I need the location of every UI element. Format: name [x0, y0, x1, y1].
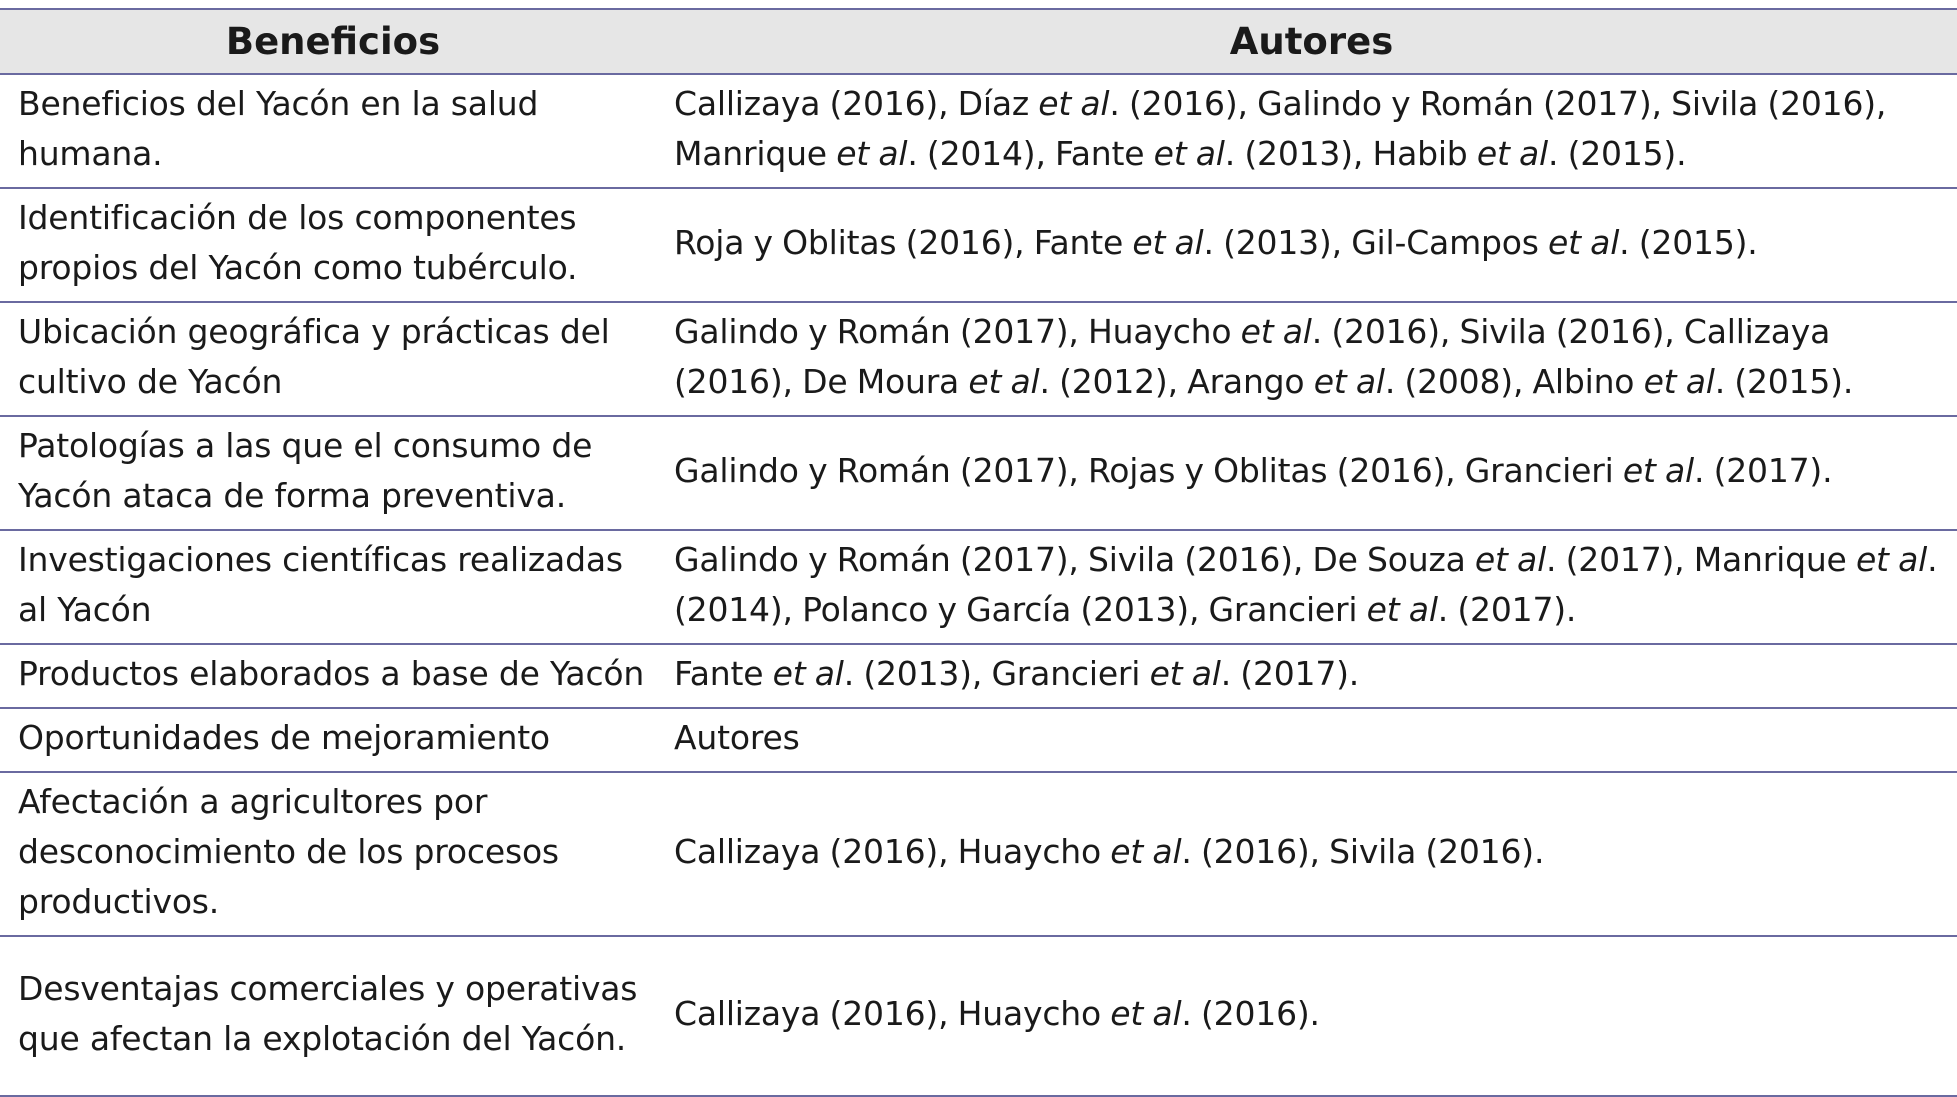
autores-text: Callizaya (2016), Huaycho: [674, 832, 1111, 871]
et-al-text: et al: [1149, 654, 1221, 693]
table-row: [0, 936, 1957, 1096]
autores-text: . (2017).: [1694, 451, 1833, 490]
autores-text: . (2016), Galindo y Román (2017), Sivila (2016), Manrique: [674, 84, 1887, 173]
beneficio-cell: Investigaciones científicas realizadas al Yacón: [0, 530, 666, 644]
autores-text: . (2013), Habib: [1224, 134, 1477, 173]
et-al-text: et al: [1622, 451, 1694, 490]
autores-text: Fante: [674, 654, 773, 693]
autores-cell: [666, 302, 1957, 416]
table-body: [0, 74, 1957, 1096]
table-row: [0, 644, 1957, 708]
et-al-text: et al: [1110, 994, 1182, 1033]
autores-cell: [666, 188, 1957, 302]
autores-text: . (2016), Sivila (2016), Callizaya (2016), De Moura: [674, 312, 1831, 401]
beneficio-cell: Patologías a las que el consumo de Yacón ataca de forma preventiva.: [0, 416, 666, 530]
et-al-text: et al: [1855, 540, 1928, 579]
autores-text: . (2017), Manrique: [1546, 540, 1856, 579]
beneficio-cell: Productos elaborados a base de Yacón: [0, 644, 666, 708]
et-al-text: et al: [1132, 223, 1204, 262]
autores-text: . (2016).: [1181, 994, 1320, 1033]
autores-cell: [666, 772, 1957, 936]
autores-text: Roja y Oblitas (2016), Fante: [674, 223, 1133, 262]
autores-cell: [666, 644, 1957, 708]
table-row: [0, 772, 1957, 936]
autores-text: . (2015).: [1619, 223, 1758, 262]
autores-cell: [666, 936, 1957, 1096]
autores-cell: [666, 416, 1957, 530]
autores-cell: [666, 708, 1957, 772]
header-beneficios: Beneficios: [0, 9, 666, 74]
et-al-text: et al: [968, 362, 1040, 401]
et-al-text: et al: [1476, 134, 1548, 173]
autores-text: Galindo y Román (2017), Huaycho: [674, 312, 1241, 351]
et-al-text: et al: [1366, 590, 1438, 629]
autores-text: Galindo y Román (2017), Rojas y Oblitas (2016), Grancieri: [674, 451, 1623, 490]
table-header: [0, 9, 1957, 74]
header-row: [0, 9, 1957, 74]
et-al-text: et al: [1313, 362, 1385, 401]
autores-text: . (2016), Sivila (2016).: [1181, 832, 1545, 871]
table-row: [0, 188, 1957, 302]
et-al-text: et al: [1474, 540, 1547, 579]
et-al-text: et al: [772, 654, 844, 693]
et-al-text: et al: [836, 134, 908, 173]
autores-text: . (2012), Arango: [1039, 362, 1314, 401]
autores-cell: [666, 74, 1957, 188]
autores-text: . (2013), Grancieri: [843, 654, 1150, 693]
autores-text: Autores: [674, 718, 800, 757]
autores-text: . (2015).: [1547, 134, 1687, 173]
beneficio-cell: Identificación de los componentes propios del Yacón como tubérculo.: [0, 188, 666, 302]
autores-text: . (2017).: [1220, 654, 1360, 693]
et-al-text: et al: [1153, 134, 1225, 173]
et-al-text: et al: [1643, 362, 1715, 401]
autores-text: Galindo y Román (2017), Sivila (2016), De Souza: [674, 540, 1475, 579]
table-row: [0, 416, 1957, 530]
autores-text: . (2013), Gil-Campos: [1203, 223, 1549, 262]
autores-text: Callizaya (2016), Díaz: [674, 84, 1039, 123]
et-al-text: et al: [1038, 84, 1110, 123]
et-al-text: et al: [1240, 312, 1312, 351]
autores-cell: [666, 530, 1957, 644]
beneficio-cell: Beneficios del Yacón en la salud humana.: [0, 74, 666, 188]
table-row: [0, 74, 1957, 188]
et-al-text: et al: [1110, 832, 1182, 871]
benefits-authors-table: [0, 8, 1957, 1097]
header-autores: Autores: [666, 9, 1957, 74]
autores-text: . (2008), Albino: [1384, 362, 1644, 401]
autores-text: . (2017).: [1437, 590, 1577, 629]
autores-text: . (2015).: [1714, 362, 1854, 401]
beneficio-cell: Desventajas comerciales y operativas que afectan la explotación del Yacón.: [0, 936, 666, 1096]
autores-text: Callizaya (2016), Huaycho: [674, 994, 1111, 1033]
beneficio-cell: Ubicación geográfica y prácticas del cultivo de Yacón: [0, 302, 666, 416]
et-al-text: et al: [1548, 223, 1620, 262]
autores-text: . (2014), Fante: [907, 134, 1154, 173]
table-row: [0, 302, 1957, 416]
autores-text: . (2014), Polanco y García (2013), Grancieri: [674, 540, 1938, 629]
beneficio-cell: Afectación a agricultores por desconocimiento de los procesos productivos.: [0, 772, 666, 936]
table-row: [0, 708, 1957, 772]
beneficio-cell: Oportunidades de mejoramiento: [0, 708, 666, 772]
table-row: [0, 530, 1957, 644]
